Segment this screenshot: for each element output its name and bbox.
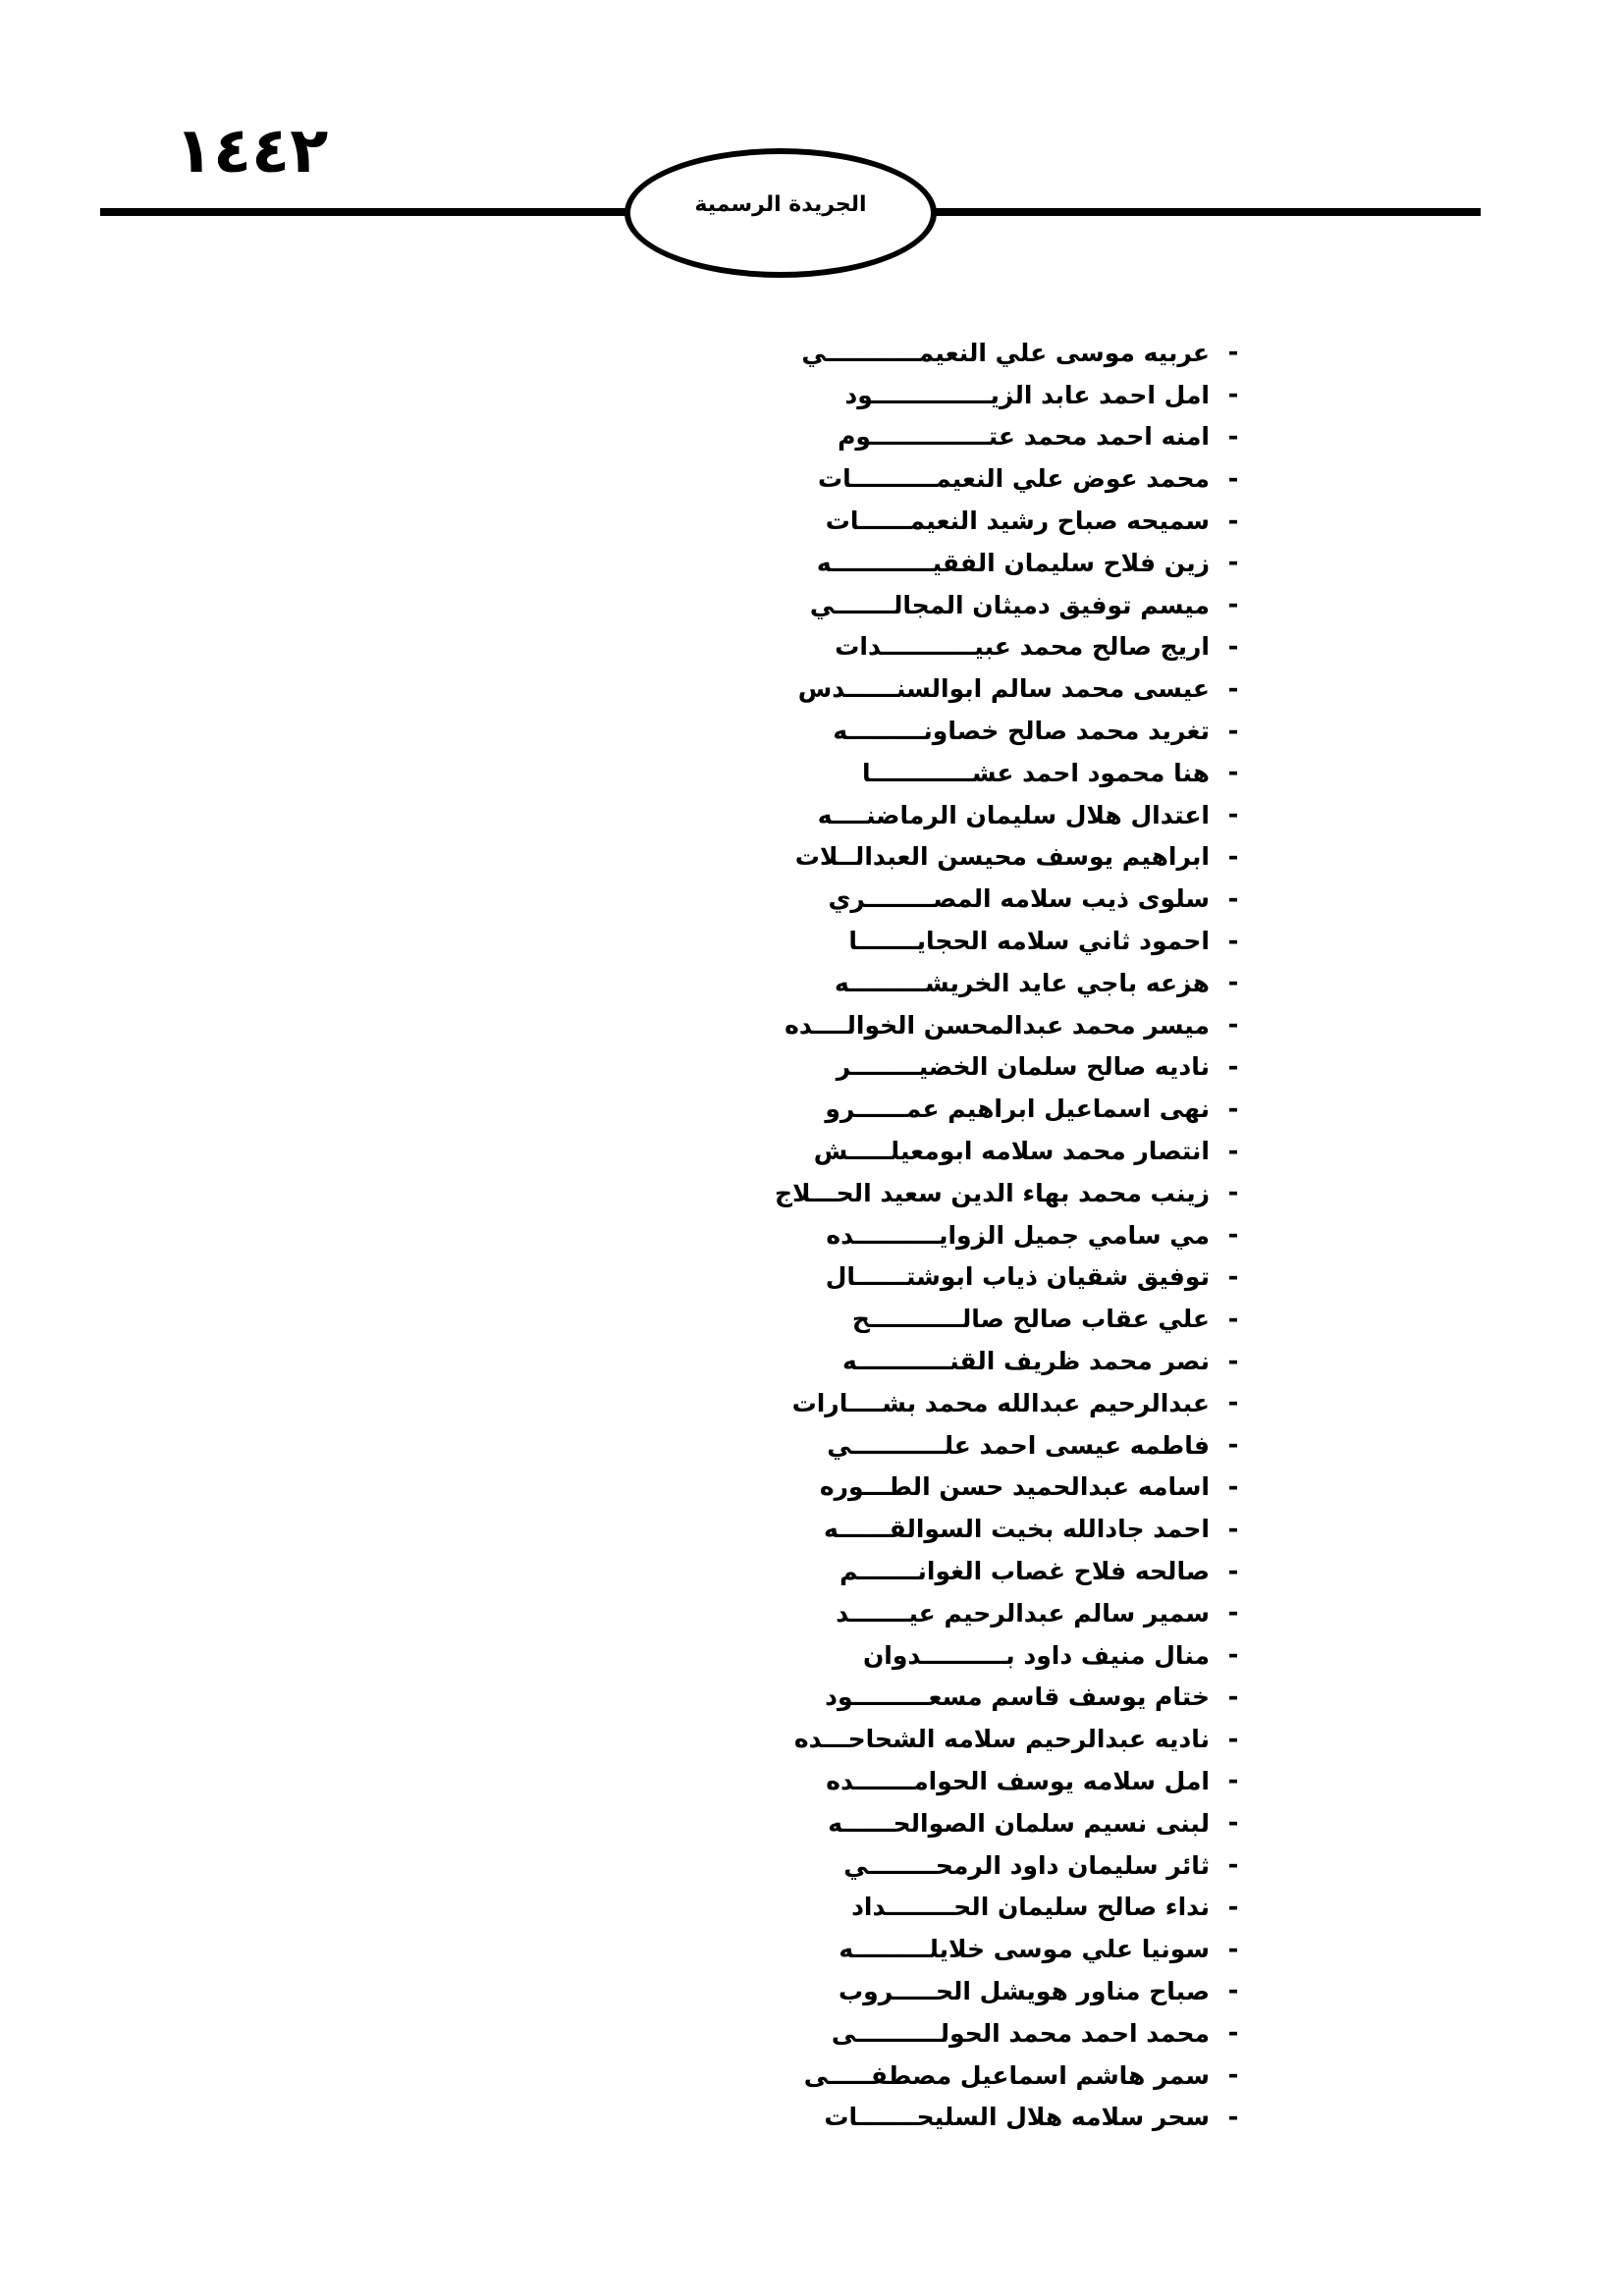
list-bullet: - [1227,716,1239,746]
person-name: نصر محمد ظريف القنـــــــــــه [842,1347,1210,1376]
person-name: زين فلاح سليمان الفقيــــــــــــه [816,548,1210,577]
list-item [766,1130,1257,1172]
person-name: لبنى نسيم سلمان الصوالحــــــه [828,1808,1210,1838]
list-bullet: - [1227,1304,1239,1334]
person-name: اعتدال هلال سليمان الرماضنــــه [817,800,1210,829]
list-item [766,1340,1257,1382]
person-name: سونيا علي موسى خلايلـــــــــه [839,1935,1210,1964]
list-item [766,1802,1257,1844]
list-item [766,584,1257,626]
list-bullet: - [1227,1136,1239,1166]
person-name: هزعه باجي عايد الخريشـــــــــه [834,968,1210,997]
person-name: تغريد محمد صالح خصاونـــــــــه [833,717,1210,746]
list-item [766,962,1257,1004]
list-item [766,1928,1257,1970]
person-name: منال منيف داود بــــــــــدوان [862,1640,1210,1670]
list-item [766,1677,1257,1719]
list-item [766,1467,1257,1509]
list-item [766,1214,1257,1256]
list-item [766,1844,1257,1887]
list-bullet: - [1227,800,1239,830]
list-item [766,1970,1257,2012]
person-name: عبدالرحيم عبدالله محمد بشــــارات [791,1388,1210,1417]
list-item [766,752,1257,794]
list-bullet: - [1227,968,1239,998]
person-name: نداء صالح سليمان الحــــــــداد [851,1893,1210,1922]
person-name: صالحه فلاح غصاب الغوانـــــــم [839,1557,1210,1585]
person-name: ابراهيم يوسف محيسن العبدالــلات [794,842,1210,872]
list-item [766,2096,1257,2138]
list-bullet: - [1227,1892,1239,1922]
list-bullet: - [1227,1388,1239,1418]
person-name: احمد جادالله بخيت السوالقــــــه [824,1515,1210,1544]
list-bullet: - [1227,926,1239,956]
person-name: علي عقاب صالح صالـــــــــــح [851,1305,1210,1334]
person-name: سميحه صباح رشيد النعيمــــــات [825,507,1210,536]
list-bullet: - [1227,2018,1239,2049]
list-bullet: - [1227,1220,1239,1251]
list-item [766,1508,1257,1550]
list-bullet: - [1227,883,1239,914]
person-name: محمد عوض علي النعيمــــــــــات [818,464,1210,494]
list-bullet: - [1227,338,1239,368]
list-item [766,710,1257,752]
list-item [766,1550,1257,1592]
person-name: ميسم توفيق دميثان المجالـــــــي [809,590,1210,619]
list-item [766,667,1257,710]
list-bullet: - [1227,421,1239,452]
person-name: مي سامي جميل الزوايــــــــــده [826,1220,1210,1250]
page-number: ١٤٤٢ [175,115,329,187]
person-name: انتصار محمد سلامه ابومعيلـــــش [813,1137,1210,1166]
person-name: احمود ثاني سلامه الحجايـــــــا [848,927,1210,956]
list-bullet: - [1227,673,1239,704]
person-name: محمد احمد محمد الحولــــــــــى [831,2018,1210,2048]
person-name: فاطمه عيسى احمد علـــــــــــي [827,1430,1210,1460]
list-item [766,1382,1257,1424]
list-item [766,626,1257,668]
list-item [766,416,1257,458]
list-bullet: - [1227,1010,1239,1041]
person-name: هنا محمود احمد عشــــــــــــا [861,758,1210,787]
list-item [766,1760,1257,1802]
person-name: عربيه موسى علي النعيمـــــــــــي [801,338,1210,367]
list-bullet: - [1227,1850,1239,1881]
list-item [766,1256,1257,1299]
person-name: عيسى محمد سالم ابوالسنــــــدس [797,674,1210,704]
list-bullet: - [1227,463,1239,494]
list-bullet: - [1227,1976,1239,2006]
list-item [766,878,1257,920]
list-bullet: - [1227,1051,1239,1082]
list-bullet: - [1227,1471,1239,1502]
person-name: سلوى ذيب سلامه المصــــــــري [828,884,1210,914]
person-name: ثائر سليمان داود الرمحــــــــي [843,1850,1210,1880]
list-bullet: - [1227,2102,1239,2132]
list-item [766,836,1257,879]
person-name: امل احمد عابد الزيــــــــــــــود [844,380,1210,409]
list-item [766,2012,1257,2055]
list-item [766,1718,1257,1760]
list-bullet: - [1227,1261,1239,1292]
list-bullet: - [1227,1346,1239,1376]
list-bullet: - [1227,380,1239,410]
list-bullet: - [1227,506,1239,536]
list-item [766,1424,1257,1467]
list-item [766,457,1257,500]
names-list [766,332,1257,2138]
list-bullet: - [1227,1598,1239,1629]
list-bullet: - [1227,1556,1239,1586]
list-item [766,1046,1257,1089]
publication-title-oval [624,148,937,278]
person-name: امل سلامه يوسف الحوامـــــــده [826,1766,1210,1795]
person-name: صباح مناور هويشل الحـــــروب [839,1976,1210,2005]
list-bullet: - [1227,1640,1239,1671]
list-item [766,1088,1257,1130]
publication-title: الجريدة الرسمية [694,191,867,217]
person-name: ناديه عبدالرحيم سلامه الشحاحـــده [793,1725,1210,1754]
list-bullet: - [1227,1682,1239,1712]
person-name: امنه احمد محمد عتــــــــــــــوم [838,422,1210,452]
person-name: زينب محمد بهاء الدين سعيد الحـــلاج [775,1178,1210,1207]
list-item [766,1634,1257,1677]
person-name: اريج صالح محمد عبيـــــــــــدات [835,632,1210,662]
list-bullet: - [1227,1514,1239,1544]
list-item [766,2055,1257,2097]
list-bullet: - [1227,1934,1239,1964]
person-name: سحر سلامه هلال السليحـــــــات [824,2103,1210,2132]
list-bullet: - [1227,758,1239,788]
list-item [766,500,1257,542]
list-bullet: - [1227,1430,1239,1461]
list-item [766,1298,1257,1340]
list-bullet: - [1227,1178,1239,1208]
list-item [766,332,1257,374]
list-bullet: - [1227,548,1239,578]
list-item [766,1592,1257,1634]
list-bullet: - [1227,841,1239,872]
person-name: توفيق شقيان ذياب ابوشتــــــال [825,1262,1210,1292]
list-bullet: - [1227,2060,1239,2091]
list-item [766,1886,1257,1928]
list-bullet: - [1227,1724,1239,1754]
list-bullet: - [1227,1094,1239,1124]
list-item [766,542,1257,584]
person-name: ناديه صالح سلمان الخضيــــــــر [836,1052,1210,1082]
list-item [766,794,1257,836]
person-name: ختام يوسف قاسم مسعـــــــــود [825,1682,1210,1712]
person-name: اسامه عبدالحميد حسن الطـــوره [819,1472,1210,1502]
person-name: ميسر محمد عبدالمحسن الخوالــــده [785,1010,1210,1040]
list-item [766,1004,1257,1046]
person-name: سمير سالم عبدالرحيم عيـــــــد [836,1598,1210,1628]
list-bullet: - [1227,1766,1239,1796]
person-name: سمر هاشم اسماعيل مصطفـــــى [803,2060,1210,2090]
list-bullet: - [1227,631,1239,662]
list-bullet: - [1227,1808,1239,1839]
list-item [766,920,1257,962]
list-item [766,374,1257,416]
person-name: نهى اسماعيل ابراهيم عمــــــرو [825,1095,1210,1124]
list-item [766,1172,1257,1214]
list-bullet: - [1227,590,1239,620]
